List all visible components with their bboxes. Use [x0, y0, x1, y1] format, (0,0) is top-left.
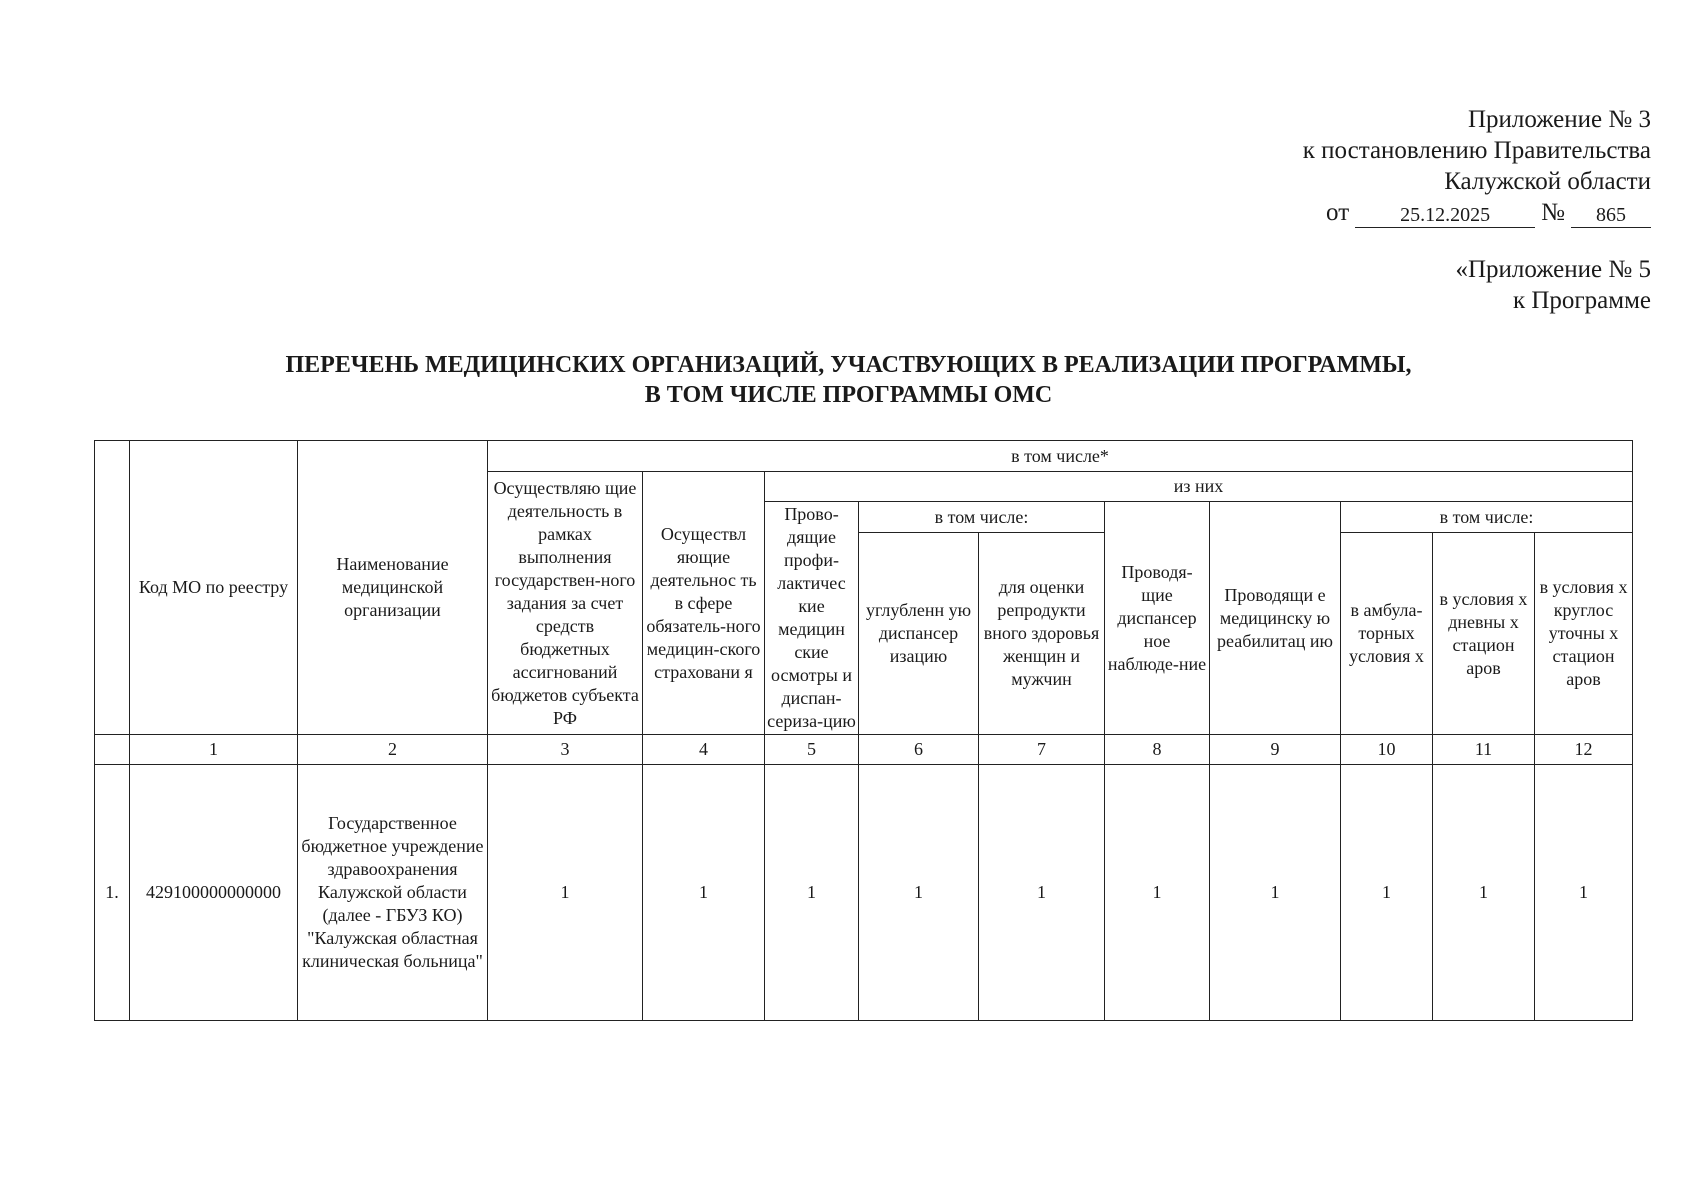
- header-col6: углубленн ую диспансер изацию: [859, 533, 979, 735]
- row-value-col4: 1: [643, 765, 765, 1021]
- row-value-col9: 1: [1210, 765, 1341, 1021]
- row-mo-code: 429100000000000: [130, 765, 298, 1021]
- appendix-line3: Калужской области: [1444, 168, 1651, 195]
- row-value-col8: 1: [1105, 765, 1210, 1021]
- decree-date: 25.12.2025: [1355, 203, 1535, 228]
- column-number: 10: [1341, 735, 1433, 765]
- header-of-them: из них: [765, 472, 1633, 502]
- column-number: 3: [488, 735, 643, 765]
- header-col7: для оценки репродукти вного здоровья женщин и мужчин: [979, 533, 1105, 735]
- row-value-col12: 1: [1535, 765, 1633, 1021]
- row-index: 1.: [95, 765, 130, 1021]
- column-number: 6: [859, 735, 979, 765]
- appendix-block: [1303, 104, 1651, 228]
- row-value-col7: 1: [979, 765, 1105, 1021]
- column-number: 12: [1535, 735, 1633, 765]
- decree-number: 865: [1571, 203, 1651, 228]
- column-number: 7: [979, 735, 1105, 765]
- header-col8: Проводя-щие диспансер ное наблюде-ние: [1105, 502, 1210, 735]
- header-col12: в условия х круглос уточны х стацион аров: [1535, 533, 1633, 735]
- document-title: [0, 350, 1697, 410]
- column-number: 4: [643, 735, 765, 765]
- header-including-a: в том числе:: [859, 502, 1105, 533]
- program-ref-line1: «Приложение № 5: [1455, 256, 1651, 283]
- row-organization-name: Государственное бюджетное учреждение здравоохранения Калужской области (далее - ГБУЗ КО) "Калужская областная клиническая больница": [298, 765, 488, 1021]
- header-col3: Осуществляю щие деятельность в рамках выполнения государствен-ного задания за счет средств бюджетных ассигнований бюджетов субъекта РФ: [488, 472, 643, 735]
- appendix-line2: к постановлению Правительства: [1302, 137, 1651, 164]
- column-number: 8: [1105, 735, 1210, 765]
- column-number: 9: [1210, 735, 1341, 765]
- organizations-table: [94, 440, 1633, 1021]
- number-label: №: [1541, 199, 1565, 226]
- header-col4: Осуществл яющие деятельнос ть в сфере обязатель-ного медицин-ского страховани я: [643, 472, 765, 735]
- header-col11: в условия х дневны х стацион аров: [1433, 533, 1535, 735]
- column-number-row: [95, 735, 1633, 765]
- header-including-b: в том числе:: [1341, 502, 1633, 533]
- row-value-col3: 1: [488, 765, 643, 1021]
- header-including: в том числе*: [488, 441, 1633, 472]
- appendix-line1: Приложение № 3: [1467, 106, 1651, 133]
- column-number-empty: [95, 735, 130, 765]
- title-line1: ПЕРЕЧЕНЬ МЕДИЦИНСКИХ ОРГАНИЗАЦИЙ, УЧАСТВУЮЩИХ В РЕАЛИЗАЦИИ ПРОГРАММЫ,: [285, 352, 1412, 378]
- row-value-col6: 1: [859, 765, 979, 1021]
- header-col10: в амбула-торных условия х: [1341, 533, 1433, 735]
- program-appendix-ref: [1455, 254, 1651, 316]
- header-row-1: [95, 441, 1633, 472]
- table-row: [95, 765, 1633, 1021]
- appendix-date-line: [1326, 197, 1651, 228]
- row-value-col11: 1: [1433, 765, 1535, 1021]
- row-value-col10: 1: [1341, 765, 1433, 1021]
- header-col9: Проводящи е медицинску ю реабилитац ию: [1210, 502, 1341, 735]
- column-number: 1: [130, 735, 298, 765]
- header-code: Код МО по реестру: [130, 441, 298, 735]
- column-number: 2: [298, 735, 488, 765]
- column-number: 5: [765, 735, 859, 765]
- header-col5: Прово-дящие профи-лактичес кие медицин ские осмотры и диспан-сериза-цию: [765, 502, 859, 735]
- header-name: Наименование медицинской организации: [298, 441, 488, 735]
- header-index-empty: [95, 441, 130, 735]
- program-ref-line2: к Программе: [1512, 287, 1651, 314]
- from-label: от: [1326, 199, 1350, 226]
- row-value-col5: 1: [765, 765, 859, 1021]
- title-line2: В ТОМ ЧИСЛЕ ПРОГРАММЫ ОМС: [644, 382, 1053, 408]
- column-number: 11: [1433, 735, 1535, 765]
